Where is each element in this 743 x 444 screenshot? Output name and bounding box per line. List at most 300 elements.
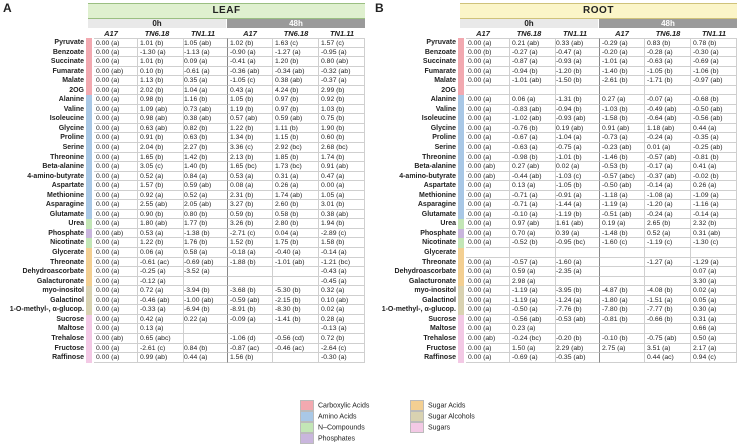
- table-row: [0, 172, 371, 182]
- value-cell: 0.00 (a): [466, 353, 510, 363]
- value-cell: -1.09 (a): [691, 191, 737, 201]
- table-row: [372, 277, 743, 287]
- value-cell: 0.00 (ab): [466, 334, 510, 344]
- table-row: [372, 86, 743, 96]
- legend-item: [410, 411, 560, 422]
- legend-label: Sugars: [428, 424, 451, 432]
- table-row: [0, 315, 371, 325]
- value-cell: -1.06 (d): [227, 334, 273, 344]
- value-cell: 0.00 (a): [94, 76, 138, 86]
- value-cell: 2.92 (bc): [273, 143, 319, 153]
- metabolite-name: 1-O-methyl-, α-glucop.: [9, 306, 84, 314]
- table-row: [372, 296, 743, 306]
- value-cell: -7.77 (b): [645, 305, 691, 315]
- metabolite-name: Phosphate: [420, 229, 456, 237]
- value-cell: 1.05 (b): [227, 95, 273, 105]
- value-cell: -1.20 (a): [645, 200, 691, 210]
- value-cell: -8.91 (b): [227, 305, 273, 315]
- value-cell: 0.97 (b): [273, 105, 319, 115]
- value-cell: [273, 277, 319, 287]
- table-row: [0, 181, 371, 191]
- class-color-swatch: [86, 200, 92, 210]
- value-cell: -0.10 (b): [599, 334, 645, 344]
- value-cell: 0.32 (a): [319, 286, 365, 296]
- value-cell: 0.00 (a): [94, 258, 138, 268]
- value-cell: -1.29 (a): [691, 258, 737, 268]
- legend-swatch: [300, 400, 314, 411]
- value-cell: -1.01 (ab): [273, 258, 319, 268]
- table-row: [0, 334, 371, 344]
- data-grid: [0, 38, 371, 363]
- value-cell: 0.00 (a): [94, 248, 138, 258]
- value-cell: -1.80 (a): [599, 296, 645, 306]
- value-cell: 0.10 (b): [138, 67, 184, 77]
- value-cell: 0.05 (a): [691, 296, 737, 306]
- class-color-swatch: [86, 229, 92, 239]
- value-cell: 0.00 (a): [466, 105, 510, 115]
- column-header: A17: [476, 29, 490, 38]
- metabolite-name: Nicotinate: [422, 239, 456, 247]
- value-cell: 0.00 (b): [466, 48, 510, 58]
- value-cell: 0.19 (ab): [554, 124, 600, 134]
- metabolite-name: Glycerate: [52, 249, 84, 257]
- legend-label: Amino Acids: [318, 413, 357, 421]
- legend-swatch: [410, 400, 424, 411]
- table-row: [0, 105, 371, 115]
- value-cell: -1.01 (ab): [510, 76, 556, 86]
- value-cell: -0.52 (b): [510, 238, 556, 248]
- value-cell: 0.50 (a): [691, 334, 737, 344]
- metabolite-name: Serine: [62, 144, 84, 152]
- value-cell: 0.72 (b): [319, 334, 365, 344]
- value-cell: -0.69 (a): [510, 353, 556, 363]
- value-cell: [466, 86, 510, 96]
- column-header: TN1.11: [562, 29, 588, 38]
- value-cell: 0.44 (a): [182, 353, 228, 363]
- class-color-swatch: [458, 334, 464, 344]
- value-cell: 0.82 (b): [182, 124, 228, 134]
- metabolite-name: Sucrose: [428, 315, 456, 323]
- value-cell: -0.28 (a): [645, 48, 691, 58]
- value-cell: 0.00 (a): [94, 344, 138, 354]
- value-cell: 0.00 (a): [94, 305, 138, 315]
- value-cell: 0.00 (a): [466, 57, 510, 67]
- table-row: [372, 114, 743, 124]
- value-cell: 3.30 (a): [691, 277, 737, 287]
- class-color-swatch: [458, 67, 464, 77]
- table-row: [0, 143, 371, 153]
- class-color-swatch: [458, 324, 464, 334]
- value-cell: 0.00 (a): [466, 133, 510, 143]
- table-row: [372, 181, 743, 191]
- value-cell: [645, 267, 691, 277]
- value-cell: 0.00 (a): [94, 114, 138, 124]
- value-cell: 1.80 (ab): [138, 219, 184, 229]
- value-cell: 0.00 (a): [466, 67, 510, 77]
- value-cell: 0.00 (a): [94, 286, 138, 296]
- value-cell: 0.57 (ab): [227, 114, 273, 124]
- value-cell: -0.98 (b): [510, 153, 556, 163]
- class-color-swatch: [86, 95, 92, 105]
- value-cell: 0.00 (a): [466, 124, 510, 134]
- metabolite-name: Alanine: [430, 96, 456, 104]
- value-cell: -3.68 (b): [227, 286, 273, 296]
- metabolite-name: Dehydroascorbate: [22, 268, 84, 276]
- value-cell: 1.40 (b): [182, 162, 228, 172]
- table-row: [372, 172, 743, 182]
- value-cell: 0.99 (ab): [138, 353, 184, 363]
- value-cell: 0.00 (a): [466, 344, 510, 354]
- value-cell: 0.09 (a): [182, 57, 228, 67]
- value-cell: -1.48 (b): [599, 229, 645, 239]
- value-cell: -1.19 (a): [599, 200, 645, 210]
- value-cell: -0.10 (a): [510, 210, 556, 220]
- value-cell: 0.59 (ab): [182, 181, 228, 191]
- table-row: [0, 95, 371, 105]
- value-cell: [273, 324, 319, 334]
- value-cell: 0.00 (a): [94, 353, 138, 363]
- value-cell: 1.34 (b): [227, 133, 273, 143]
- legend-swatch: [410, 422, 424, 433]
- value-cell: 1.85 (b): [273, 153, 319, 163]
- metabolite-name: Galactinol: [50, 296, 84, 304]
- legend-item: [300, 433, 450, 444]
- time-0h-header: 0h: [88, 19, 226, 28]
- class-color-swatch: [86, 258, 92, 268]
- metabolite-name: Threonine: [50, 153, 84, 161]
- value-cell: -1.20 (b): [554, 67, 600, 77]
- value-cell: -0.97 (ab): [691, 76, 737, 86]
- value-cell: -0.18 (a): [227, 248, 273, 258]
- class-color-swatch: [458, 143, 464, 153]
- metabolite-name: Methionine: [47, 191, 84, 199]
- value-cell: 1.65 (bc): [227, 162, 273, 172]
- value-cell: [599, 258, 645, 268]
- metabolite-name: Benzoate: [52, 48, 84, 56]
- value-cell: 0.00 (a): [466, 210, 510, 220]
- value-cell: -0.47 (a): [554, 48, 600, 58]
- value-cell: 0.80 (ab): [319, 57, 365, 67]
- value-cell: 0.08 (a): [227, 181, 273, 191]
- table-row: [0, 286, 371, 296]
- value-cell: -0.57 (ab): [645, 153, 691, 163]
- value-cell: -0.69 (a): [691, 57, 737, 67]
- class-color-swatch: [458, 200, 464, 210]
- metabolite-name: Beta-alanine: [42, 163, 84, 171]
- value-cell: 1.50 (a): [510, 344, 556, 354]
- metabolite-name: Fumarate: [424, 67, 456, 75]
- value-cell: 1.61 (ab): [554, 219, 600, 229]
- table-row: [372, 57, 743, 67]
- value-cell: -0.24 (bc): [510, 334, 556, 344]
- value-cell: -0.20 (b): [554, 334, 600, 344]
- value-cell: 0.75 (b): [319, 114, 365, 124]
- value-cell: 0.00 (a): [94, 38, 138, 48]
- value-cell: 1.74 (b): [319, 153, 365, 163]
- class-color-swatch: [86, 219, 92, 229]
- value-cell: 0.00 (a): [94, 143, 138, 153]
- value-cell: 0.00 (a): [466, 143, 510, 153]
- value-cell: 0.59 (ab): [273, 114, 319, 124]
- value-cell: 0.00 (a): [94, 238, 138, 248]
- metabolite-name: Maltose: [429, 325, 456, 333]
- value-cell: -0.95 (a): [319, 48, 365, 58]
- class-color-swatch: [86, 38, 92, 48]
- value-cell: -0.25 (ab): [691, 143, 737, 153]
- value-cell: 0.22 (a): [182, 315, 228, 325]
- value-cell: 0.28 (a): [319, 315, 365, 325]
- value-cell: 0.00 (a): [94, 191, 138, 201]
- metabolite-name: Pyruvate: [54, 39, 84, 46]
- metabolite-name: Trehalose: [423, 334, 456, 342]
- value-cell: -0.17 (a): [645, 162, 691, 172]
- value-cell: [510, 248, 556, 258]
- class-color-swatch: [458, 353, 464, 363]
- metabolite-name: Aspartate: [423, 182, 456, 190]
- value-cell: -1.60 (c): [599, 238, 645, 248]
- table-row: [372, 324, 743, 334]
- value-cell: -0.33 (a): [138, 305, 184, 315]
- value-cell: 2.02 (b): [138, 86, 184, 96]
- value-cell: 2.32 (b): [691, 219, 737, 229]
- value-cell: -0.76 (b): [510, 124, 556, 134]
- class-color-swatch: [458, 38, 464, 48]
- panel-root: [372, 0, 743, 444]
- value-cell: 1.76 (b): [182, 238, 228, 248]
- value-cell: -0.46 (ab): [138, 296, 184, 306]
- value-cell: 1.03 (b): [319, 105, 365, 115]
- value-cell: 0.00 (a): [466, 229, 510, 239]
- value-cell: -0.63 (a): [510, 143, 556, 153]
- value-cell: -0.23 (ab): [599, 143, 645, 153]
- value-cell: 1.19 (b): [227, 105, 273, 115]
- value-cell: 0.53 (a): [138, 229, 184, 239]
- value-cell: 0.92 (a): [138, 191, 184, 201]
- value-cell: 0.00 (a): [94, 210, 138, 220]
- value-cell: -1.19 (c): [645, 238, 691, 248]
- metabolite-name: Fructose: [426, 344, 456, 352]
- metabolite-name: 4-amino-butyrate: [27, 172, 84, 180]
- class-color-swatch: [458, 258, 464, 268]
- value-cell: -1.18 (a): [599, 191, 645, 201]
- value-cell: [599, 86, 645, 96]
- value-cell: -1.88 (b): [227, 258, 273, 268]
- value-cell: -1.40 (b): [599, 67, 645, 77]
- value-cell: -1.41 (b): [273, 315, 319, 325]
- value-cell: [554, 324, 600, 334]
- value-cell: 0.52 (a): [138, 172, 184, 182]
- value-cell: -1.05 (c): [227, 76, 273, 86]
- value-cell: -0.56 (ab): [510, 315, 556, 325]
- value-cell: 0.26 (a): [691, 181, 737, 191]
- table-row: [0, 258, 371, 268]
- value-cell: 0.43 (a): [227, 86, 273, 96]
- value-cell: -0.43 (a): [319, 267, 365, 277]
- value-cell: 0.00 (a): [466, 324, 510, 334]
- value-cell: -0.13 (a): [319, 324, 365, 334]
- metabolite-name: 2OG: [69, 86, 84, 94]
- table-row: [372, 238, 743, 248]
- value-cell: 2.29 (ab): [554, 344, 600, 354]
- value-cell: 0.63 (ab): [138, 124, 184, 134]
- metabolite-name: Proline: [432, 134, 456, 142]
- value-cell: 1.02 (b): [227, 38, 273, 48]
- class-color-swatch: [86, 172, 92, 182]
- value-cell: -0.44 (ab): [510, 172, 556, 182]
- value-cell: 1.58 (b): [319, 238, 365, 248]
- value-cell: 0.00 (a): [466, 267, 510, 277]
- value-cell: -1.00 (ab): [182, 296, 228, 306]
- class-color-swatch: [86, 143, 92, 153]
- table-row: [372, 38, 743, 48]
- value-cell: 0.06 (a): [510, 95, 556, 105]
- value-cell: 0.91 (ab): [599, 124, 645, 134]
- value-cell: 1.04 (a): [182, 86, 228, 96]
- table-row: [372, 67, 743, 77]
- value-cell: 3.36 (c): [227, 143, 273, 153]
- value-cell: -0.24 (a): [645, 133, 691, 143]
- value-cell: 0.27 (ab): [510, 162, 556, 172]
- table-row: [0, 229, 371, 239]
- table-row: [372, 133, 743, 143]
- value-cell: 0.31 (a): [691, 315, 737, 325]
- value-cell: 0.00 (a): [94, 172, 138, 182]
- value-cell: -0.67 (a): [510, 133, 556, 143]
- value-cell: -1.04 (a): [554, 133, 600, 143]
- value-cell: -0.14 (a): [645, 181, 691, 191]
- column-header: A17: [615, 29, 629, 38]
- value-cell: 0.06 (a): [138, 248, 184, 258]
- metabolite-name: Galacturonate: [36, 277, 84, 285]
- value-cell: -0.95 (bc): [554, 238, 600, 248]
- table-row: [372, 229, 743, 239]
- value-cell: -1.27 (a): [645, 258, 691, 268]
- table-row: [372, 153, 743, 163]
- value-cell: -0.50 (a): [510, 305, 556, 315]
- value-cell: -0.14 (a): [319, 248, 365, 258]
- value-cell: [599, 324, 645, 334]
- class-color-swatch: [458, 191, 464, 201]
- value-cell: 0.38 (ab): [319, 210, 365, 220]
- value-cell: -1.21 (bc): [319, 258, 365, 268]
- table-row: [0, 67, 371, 77]
- class-color-swatch: [86, 238, 92, 248]
- legend-label: Sugar Acids: [428, 402, 466, 410]
- table-row: [372, 124, 743, 134]
- value-cell: -0.35 (ab): [554, 353, 600, 363]
- column-header: TN6.18: [144, 29, 170, 38]
- class-color-swatch: [86, 248, 92, 258]
- value-cell: 0.78 (b): [691, 38, 737, 48]
- value-cell: -1.03 (c): [554, 172, 600, 182]
- value-cell: 0.30 (a): [691, 305, 737, 315]
- value-cell: 1.74 (ab): [273, 191, 319, 201]
- value-cell: -0.69 (ab): [182, 258, 228, 268]
- value-cell: -4.87 (b): [599, 286, 645, 296]
- metabolite-name: Serine: [434, 144, 456, 152]
- panel-letter: B: [375, 1, 384, 15]
- value-cell: 0.52 (a): [645, 229, 691, 239]
- table-row: [0, 296, 371, 306]
- value-cell: 2.55 (ab): [138, 200, 184, 210]
- value-cell: -7.80 (b): [599, 305, 645, 315]
- value-cell: 2.04 (b): [138, 143, 184, 153]
- metabolite-name: 1-O-methyl-, α-glucop.: [381, 306, 456, 314]
- value-cell: -0.64 (ab): [645, 114, 691, 124]
- value-cell: -0.81 (b): [691, 153, 737, 163]
- metabolite-name: Glycerate: [424, 249, 456, 257]
- value-cell: -3.52 (a): [182, 267, 228, 277]
- table-row: [372, 305, 743, 315]
- value-cell: -1.58 (b): [599, 114, 645, 124]
- value-cell: 0.00 (ab): [94, 229, 138, 239]
- value-cell: -1.06 (b): [691, 67, 737, 77]
- value-cell: -0.50 (ab): [691, 105, 737, 115]
- value-cell: 0.52 (a): [182, 191, 228, 201]
- class-color-swatch: [458, 114, 464, 124]
- class-color-swatch: [86, 57, 92, 67]
- class-color-swatch: [458, 172, 464, 182]
- value-cell: 0.00 (a): [466, 296, 510, 306]
- value-cell: -0.37 (ab): [645, 172, 691, 182]
- table-row: [0, 353, 371, 363]
- value-cell: -3.94 (b): [182, 286, 228, 296]
- value-cell: 0.00 (a): [466, 305, 510, 315]
- table-row: [0, 200, 371, 210]
- table-row: [372, 48, 743, 58]
- metabolite-name: 4-amino-butyrate: [399, 172, 456, 180]
- class-color-swatch: [458, 95, 464, 105]
- class-color-swatch: [86, 305, 92, 315]
- metabolite-name: Raffinose: [52, 354, 84, 362]
- class-color-swatch: [458, 277, 464, 287]
- table-row: [372, 143, 743, 153]
- class-color-swatch: [458, 229, 464, 239]
- value-cell: 0.58 (b): [273, 210, 319, 220]
- value-cell: -0.53 (ab): [554, 315, 600, 325]
- value-cell: -2.64 (c): [319, 344, 365, 354]
- metabolite-name: Glutamate: [49, 210, 84, 218]
- value-cell: 0.83 (b): [645, 38, 691, 48]
- class-color-swatch: [458, 248, 464, 258]
- value-cell: 0.00 (a): [94, 267, 138, 277]
- value-cell: 0.00 (a): [94, 296, 138, 306]
- value-cell: -1.08 (a): [645, 191, 691, 201]
- legend-label: Carboxylic Acids: [318, 402, 370, 410]
- value-cell: [599, 277, 645, 287]
- value-cell: -0.49 (ab): [645, 105, 691, 115]
- time-48h-header: 48h: [599, 19, 737, 28]
- value-cell: -1.30 (a): [138, 48, 184, 58]
- class-color-swatch: [458, 153, 464, 163]
- value-cell: 0.84 (b): [182, 344, 228, 354]
- value-cell: [182, 324, 228, 334]
- value-cell: 0.23 (a): [510, 324, 556, 334]
- value-cell: -0.27 (a): [510, 48, 556, 58]
- value-cell: 0.44 (a): [691, 124, 737, 134]
- table-row: [372, 95, 743, 105]
- value-cell: 0.80 (b): [182, 210, 228, 220]
- value-cell: -0.50 (ab): [599, 181, 645, 191]
- class-color-swatch: [86, 353, 92, 363]
- value-cell: -0.36 (ab): [227, 67, 273, 77]
- metabolite-name: Succinate: [422, 58, 456, 66]
- column-header: TN1.11: [701, 29, 727, 38]
- value-cell: [599, 248, 645, 258]
- table-row: [0, 248, 371, 258]
- value-cell: -1.27 (a): [273, 48, 319, 58]
- class-color-swatch: [86, 162, 92, 172]
